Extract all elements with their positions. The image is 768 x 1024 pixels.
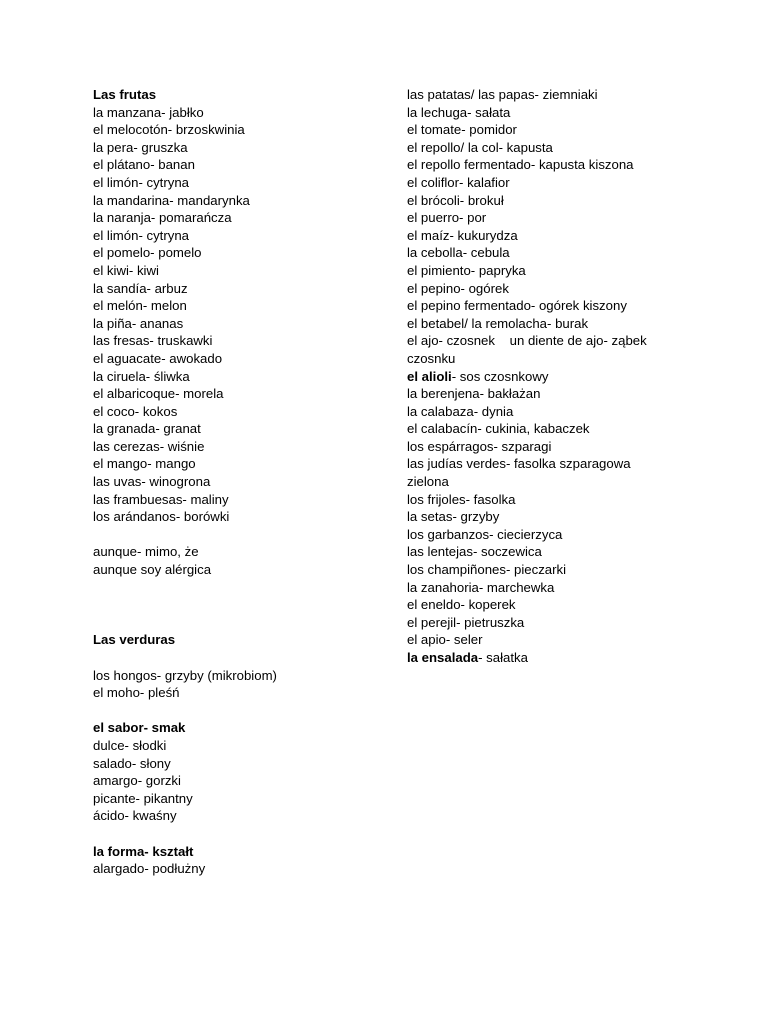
vocab-line: el limón- cytryna xyxy=(93,174,190,190)
vocab-line: el brócoli- brokuł xyxy=(407,192,504,208)
vocab-line: la pera- gruszka xyxy=(93,139,188,155)
verduras-list-a xyxy=(407,86,707,368)
sabor-list xyxy=(93,737,383,825)
frutas-list xyxy=(93,104,383,526)
vocab-line: ácido- kwaśny xyxy=(93,808,177,824)
vocab-line: picante- pikantny xyxy=(93,790,193,806)
vocab-line: el plátano- banan xyxy=(93,157,195,173)
vocab-translation-alioli: - sos czosnkowy xyxy=(451,368,549,384)
vocab-line: la granada- granat xyxy=(93,421,201,437)
heading-frutas: Las frutas xyxy=(93,87,157,102)
vocab-line: el maíz- kukurydza xyxy=(407,227,518,243)
vocab-line: la ciruela- śliwka xyxy=(93,368,190,384)
vocab-line: el pomelo- pomelo xyxy=(93,245,202,261)
vocab-line: el betabel/ la remolacha- burak xyxy=(407,315,589,331)
vocab-line: aunque- mimo, że xyxy=(93,544,199,560)
vocab-line: los frijoles- fasolka xyxy=(407,491,516,507)
vocab-line: el ajo- czosnek un diente de ajo- ząbek xyxy=(407,333,647,349)
vocab-term-ensalada: la ensalada xyxy=(407,650,479,665)
vocab-line: el pimiento- papryka xyxy=(407,262,526,278)
vocab-line: el apio- seler xyxy=(407,632,483,648)
vocab-line: los garbanzos- ciecierzyca xyxy=(407,526,563,542)
vocab-line: las patatas/ las papas- ziemniaki xyxy=(407,87,598,102)
vocab-line: el coliflor- kalafior xyxy=(407,174,510,190)
forma-list xyxy=(93,860,383,878)
verduras-list-b xyxy=(407,385,707,649)
vocab-line: el calabacín- cukinia, kabaczek xyxy=(407,421,590,437)
vocab-line: la setas- grzyby xyxy=(407,509,500,525)
vocab-line: el pepino- ogórek xyxy=(407,280,509,296)
vocab-line: la manzana- jabłko xyxy=(93,104,204,120)
heading-sabor: el sabor- smak xyxy=(93,720,186,736)
vocab-line: las lentejas- soczewica xyxy=(407,544,542,560)
vocab-line: las frambuesas- maliny xyxy=(93,491,229,507)
vocab-line: los hongos- grzyby (mikrobiom) xyxy=(93,667,277,683)
vocab-line: los champiñones- pieczarki xyxy=(407,562,567,578)
vocab-line: czosnku xyxy=(407,350,456,366)
vocab-line: el eneldo- koperek xyxy=(407,597,516,613)
heading-forma: la forma- kształt xyxy=(93,843,194,859)
vocab-line: los espárragos- szparagi xyxy=(407,438,552,454)
vocab-line: la mandarina- mandarynka xyxy=(93,192,250,208)
vocab-line: la naranja- pomarańcza xyxy=(93,210,232,226)
vocab-line: la berenjena- bakłażan xyxy=(407,386,541,402)
left-column xyxy=(93,86,383,878)
vocab-line: el pepino fermentado- ogórek kiszony xyxy=(407,298,627,314)
vocab-line: amargo- gorzki xyxy=(93,773,181,789)
vocab-line: la lechuga- sałata xyxy=(407,104,511,120)
vocab-line: el perejil- pietruszka xyxy=(407,614,525,630)
vocab-line: la zanahoria- marchewka xyxy=(407,579,555,595)
aunque-list xyxy=(93,543,383,578)
vocab-line: el melón- melon xyxy=(93,298,187,314)
vocab-line: el albaricoque- morela xyxy=(93,386,224,402)
vocab-line: la sandía- arbuz xyxy=(93,280,188,296)
vocab-line-ensalada xyxy=(407,649,707,667)
vocab-line: la piña- ananas xyxy=(93,315,184,331)
vocab-line: la cebolla- cebula xyxy=(407,245,510,261)
vocab-line: el moho- pleśń xyxy=(93,685,180,701)
vocab-line: las fresas- truskawki xyxy=(93,333,213,349)
vocab-line: el mango- mango xyxy=(93,456,196,472)
right-column xyxy=(407,86,707,667)
vocab-line: el puerro- por xyxy=(407,210,487,226)
vocab-line-alioli xyxy=(407,368,707,386)
vocab-line: alargado- podłużny xyxy=(93,861,206,877)
vocab-line: zielona xyxy=(407,474,449,490)
vocab-line: dulce- słodki xyxy=(93,737,167,753)
vocab-line: los arándanos- borówki xyxy=(93,509,230,525)
vocab-line: las uvas- winogrona xyxy=(93,474,211,490)
vocab-line: el repollo/ la col- kapusta xyxy=(407,139,553,155)
hongos-list xyxy=(93,667,383,702)
vocab-line: aunque soy alérgica xyxy=(93,562,212,578)
vocab-line: el coco- kokos xyxy=(93,403,178,419)
vocab-line: el melocotón- brzoskwinia xyxy=(93,122,245,138)
vocab-line: salado- słony xyxy=(93,755,171,771)
vocab-line: el tomate- pomidor xyxy=(407,122,517,138)
vocab-line: las judías verdes- fasolka szparagowa xyxy=(407,456,631,472)
vocab-line: las cerezas- wiśnie xyxy=(93,438,205,454)
heading-verduras: Las verduras xyxy=(93,632,176,648)
vocab-line: el kiwi- kiwi xyxy=(93,262,159,278)
vocab-line: la calabaza- dynia xyxy=(407,403,514,419)
vocab-line: el repollo fermentado- kapusta kiszona xyxy=(407,157,634,173)
vocab-term-alioli: el alioli xyxy=(407,368,452,384)
vocab-translation-ensalada: - sałatka xyxy=(478,650,528,665)
vocab-line: el aguacate- awokado xyxy=(93,350,223,366)
vocab-line: el limón- cytryna xyxy=(93,227,190,243)
